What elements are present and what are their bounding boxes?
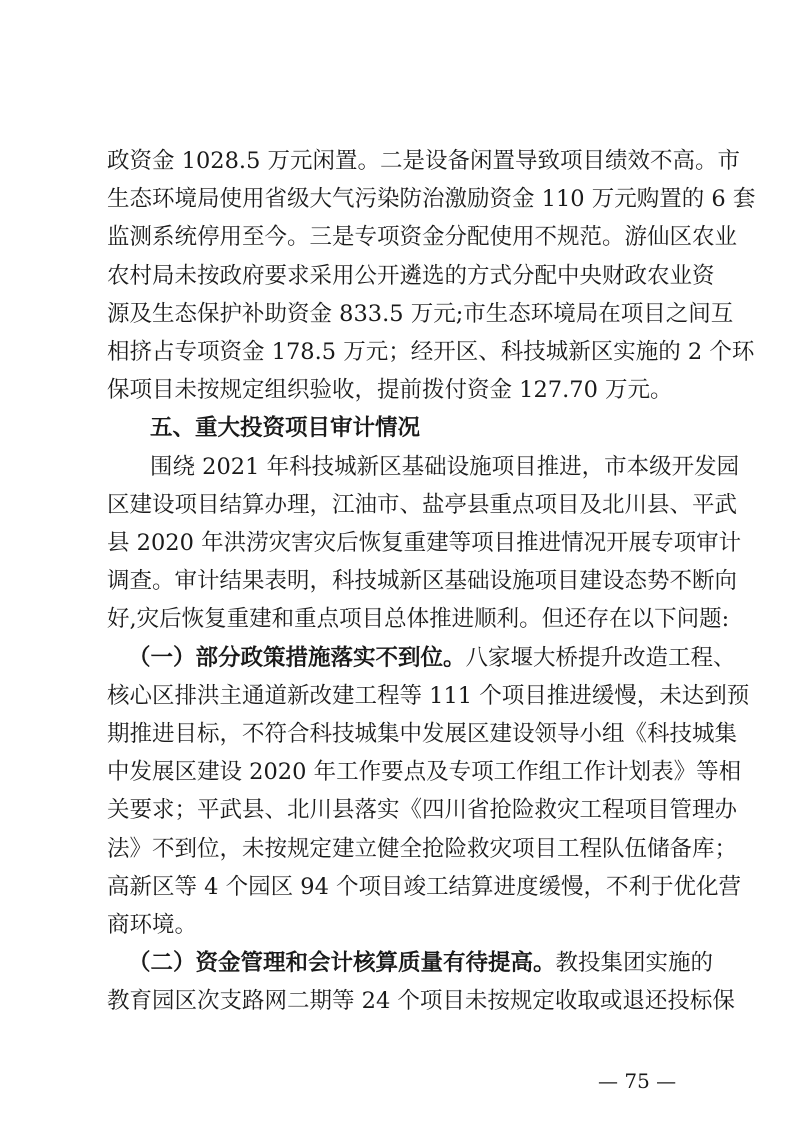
- body-line: 县 2020 年洪涝灾害灾后恢复重建等项目推进情况开展专项审计: [107, 530, 742, 556]
- section-heading: 五、重大投资项目审计情况: [150, 415, 421, 442]
- body-line: 区建设项目结算办理，江油市、盐亭县重点项目及北川县、平武: [107, 491, 738, 518]
- body-line: 调查。审计结果表明，科技城新区基础设施项目建设态势不断向: [107, 568, 738, 595]
- body-line: 期推进目标，不符合科技城集中发展区建设领导小组《科技城集: [107, 721, 738, 747]
- body-line: 商环境。: [107, 912, 198, 938]
- body-line: 源及生态保护补助资金 833.5 万元;市生态环境局在项目之间互: [107, 300, 734, 327]
- body-line: 监测系统停用至今。三是专项资金分配使用不规范。游仙区农业: [107, 224, 738, 251]
- body-line: 关要求；平武县、北川县落实《四川省抢险救灾工程项目管理办: [107, 797, 738, 824]
- body-line: 政资金 1028.5 万元闲置。二是设备闲置导致项目绩效不高。市: [107, 148, 741, 174]
- item-2-first-line: [128, 946, 714, 980]
- body-line: 法》不到位，未按规定建立健全抢险救灾项目工程队伍储备库；: [107, 835, 738, 862]
- item-1-text: 八家堰大桥提升改造工程、: [465, 644, 736, 671]
- page-number: — 75 —: [598, 1069, 677, 1093]
- body-line: 相挤占专项资金 178.5 万元；经开区、科技城新区实施的 2 个环: [107, 339, 755, 365]
- item-2-text: 教投集团实施的: [555, 950, 714, 977]
- body-line: 围绕 2021 年科技城新区基础设施项目推进，市本级开发园: [150, 453, 740, 480]
- body-line: 好,灾后恢复重建和重点项目总体推进顺利。但还存在以下问题:: [107, 606, 730, 633]
- body-line: 农村局未按政府要求采用公开遴选的方式分配中央财政农业资: [107, 262, 715, 289]
- item-2-title: （二）资金管理和会计核算质量有待提高。: [128, 950, 556, 977]
- body-line: 保项目未按规定组织验收，提前拨付资金 127.70 万元。: [107, 377, 673, 404]
- body-line: 中发展区建设 2020 年工作要点及专项工作组工作计划表》等相: [107, 759, 742, 786]
- item-1-first-line: [128, 641, 736, 675]
- item-1-title: （一）部分政策措施落实不到位。: [128, 644, 466, 671]
- body-line: 生态环境局使用省级大气污染防治激励资金 110 万元购置的 6 套: [107, 186, 756, 213]
- body-line: 高新区等 4 个园区 94 个项目竣工结算进度缓慢，不利于优化营: [107, 873, 742, 900]
- body-line: 核心区排洪主通道新改建工程等 111 个项目推进缓慢，未达到预: [107, 682, 750, 709]
- body-line: 教育园区次支路网二期等 24 个项目未按规定收取或退还投标保: [107, 988, 735, 1015]
